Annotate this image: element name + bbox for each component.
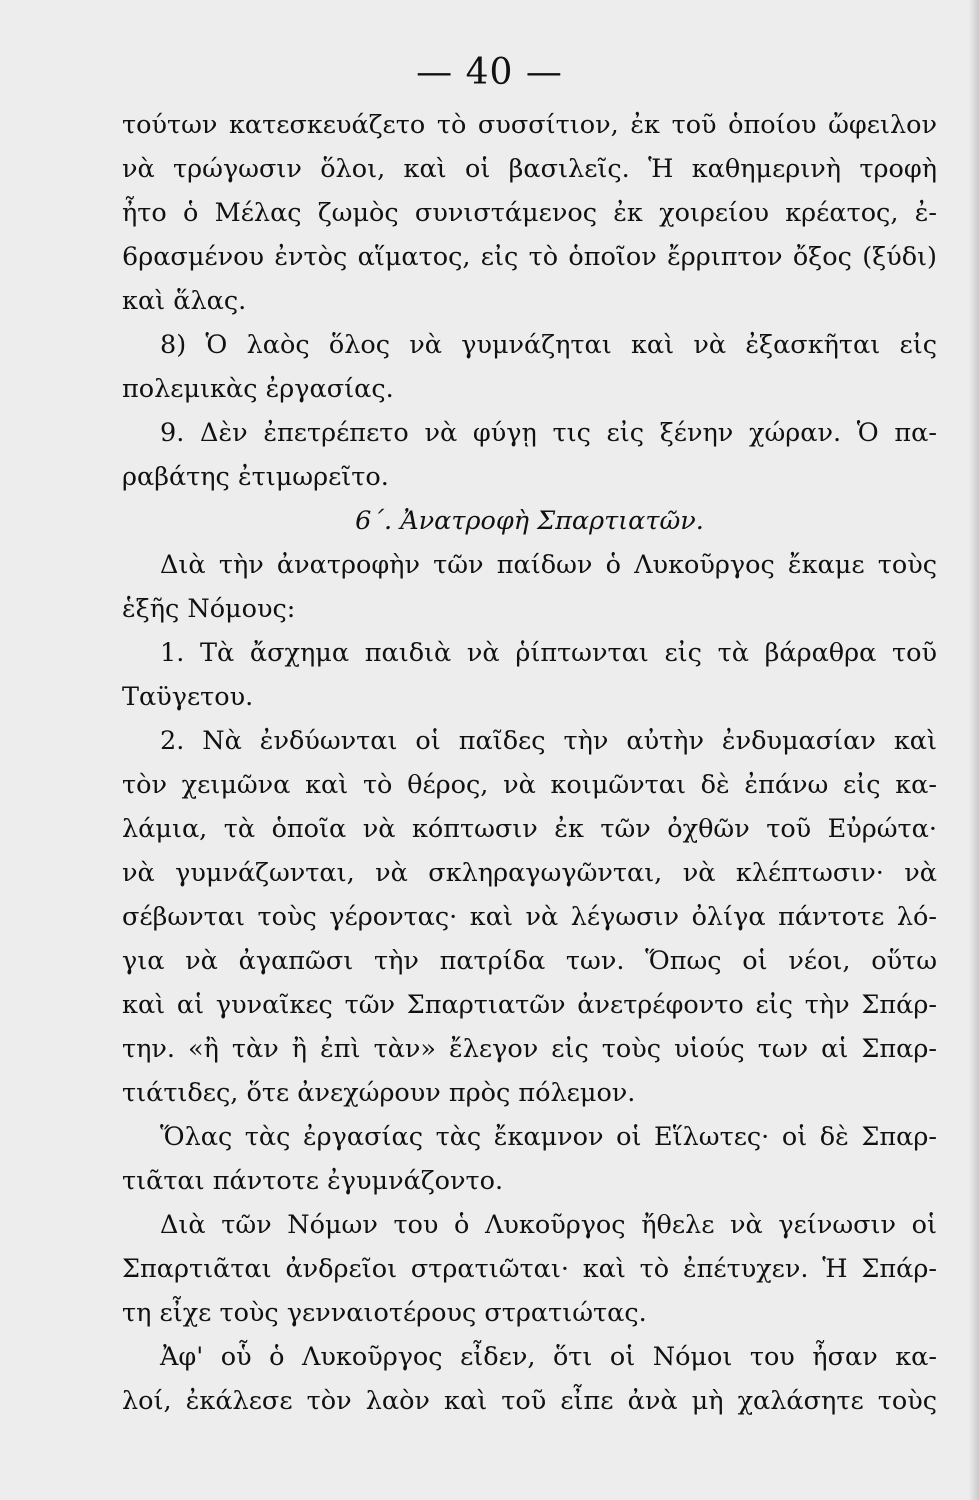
body-text (122, 103, 937, 1423)
text-line: Σπαρτιᾶται ἀνδρεῖοι στρατιῶται· καὶ τὸ ἐπέτυχεν. Ἡ Σπάρ- (122, 1254, 937, 1284)
text-line: τιάτιδες, ὅτε ἀνεχώρουν πρὸς πόλεμον. (122, 1078, 636, 1108)
text-line: 1. Τὰ ἄσχημα παιδιὰ νὰ ῥίπτωνται εἰς τὰ βάραθρα τοῦ (160, 638, 937, 668)
text-line: 9. Δὲν ἐπετρέπετο νὰ φύγῃ τις εἰς ξένην χώραν. Ὁ πα- (160, 418, 937, 448)
text-line: ραβάτης ἐτιμωρεῖτο. (122, 462, 389, 492)
text-line: σέβωνται τοὺς γέροντας· καὶ νὰ λέγωσιν ὀλίγα πάντοτε λό- (122, 902, 937, 932)
text-line: λάμια, τὰ ὁποῖα νὰ κόπτωσιν ἐκ τῶν ὀχθῶν τοῦ Εὐρώτα· (122, 814, 937, 844)
text-line: τιᾶται πάντοτε ἐγυμνάζοντο. (122, 1166, 504, 1196)
page-edge-shadow (969, 0, 979, 1500)
text-line: λοί, ἐκάλεσε τὸν λαὸν καὶ τοῦ εἶπε ἀνὰ μὴ χαλάσητε τοὺς (122, 1386, 937, 1416)
text-line: νὰ γυμνάζωνται, νὰ σκληραγωγῶνται, νὰ κλέπτωσιν· νὰ (122, 858, 937, 888)
text-line: Ὅλας τὰς ἐργασίας τὰς ἔκαμνον οἱ Εἵλωτες· οἱ δὲ Σπαρ- (160, 1122, 937, 1152)
text-line: τὸν χειμῶνα καὶ τὸ θέρος, νὰ κοιμῶνται δὲ ἐπάνω εἰς κα- (122, 770, 937, 800)
text-line: νὰ τρώγωσιν ὅλοι, καὶ οἱ βασιλεῖς. Ἡ καθημερινὴ τροφὴ (122, 154, 937, 184)
text-line: 2. Νὰ ἐνδύωνται οἱ παῖδες τὴν αὐτὴν ἐνδυμασίαν καὶ (160, 726, 937, 756)
section-heading: 6΄. Ἀνατροφὴ Σπαρτιατῶν. (355, 506, 704, 536)
text-line: τούτων κατεσκευάζετο τὸ συσσίτιον, ἐκ τοῦ ὁποίου ὤφειλον (122, 110, 937, 140)
text-line: 6ρασμένου ἐντὸς αἵματος, εἰς τὸ ὁποῖον ἔρριπτον ὄξος (ξύδι) (122, 242, 937, 272)
page-number: — 40 — (416, 52, 563, 93)
text-line: Ἀφ' οὗ ὁ Λυκοῦργος εἶδεν, ὅτι οἱ Νόμοι του ἦσαν κα- (160, 1342, 937, 1372)
text-line: τη εἶχε τοὺς γενναιοτέρους στρατιώτας. (122, 1298, 647, 1328)
text-line: ἦτο ὁ Μέλας ζωμὸς συνιστάμενος ἐκ χοιρείου κρέατος, ἐ- (122, 198, 937, 228)
text-line: πολεμικὰς ἐργασίας. (122, 374, 394, 404)
text-line: 8) Ὁ λαὸς ὅλος νὰ γυμνάζηται καὶ νὰ ἐξασκῆται εἰς (160, 330, 937, 360)
text-line: για νὰ ἀγαπῶσι τὴν πατρίδα των. Ὅπως οἱ νέοι, οὕτω (122, 946, 937, 976)
text-line: την. «ἢ τὰν ἢ ἐπὶ τὰν» ἔλεγον εἰς τοὺς υἱούς των αἱ Σπαρ- (122, 1034, 937, 1064)
text-line: Ταϋγετου. (122, 682, 254, 712)
text-line: Διὰ τῶν Νόμων του ὁ Λυκοῦργος ἤθελε νὰ γείνωσιν οἱ (160, 1210, 937, 1240)
text-line: καὶ αἱ γυναῖκες τῶν Σπαρτιατῶν ἀνετρέφοντο εἰς τὴν Σπάρ- (122, 990, 937, 1020)
text-line: καὶ ἅλας. (122, 286, 247, 316)
text-line: Διὰ τὴν ἀνατροφὴν τῶν παίδων ὁ Λυκοῦργος ἔκαμε τοὺς (160, 550, 937, 580)
text-line: ἑξῆς Νόμους: (122, 594, 296, 624)
